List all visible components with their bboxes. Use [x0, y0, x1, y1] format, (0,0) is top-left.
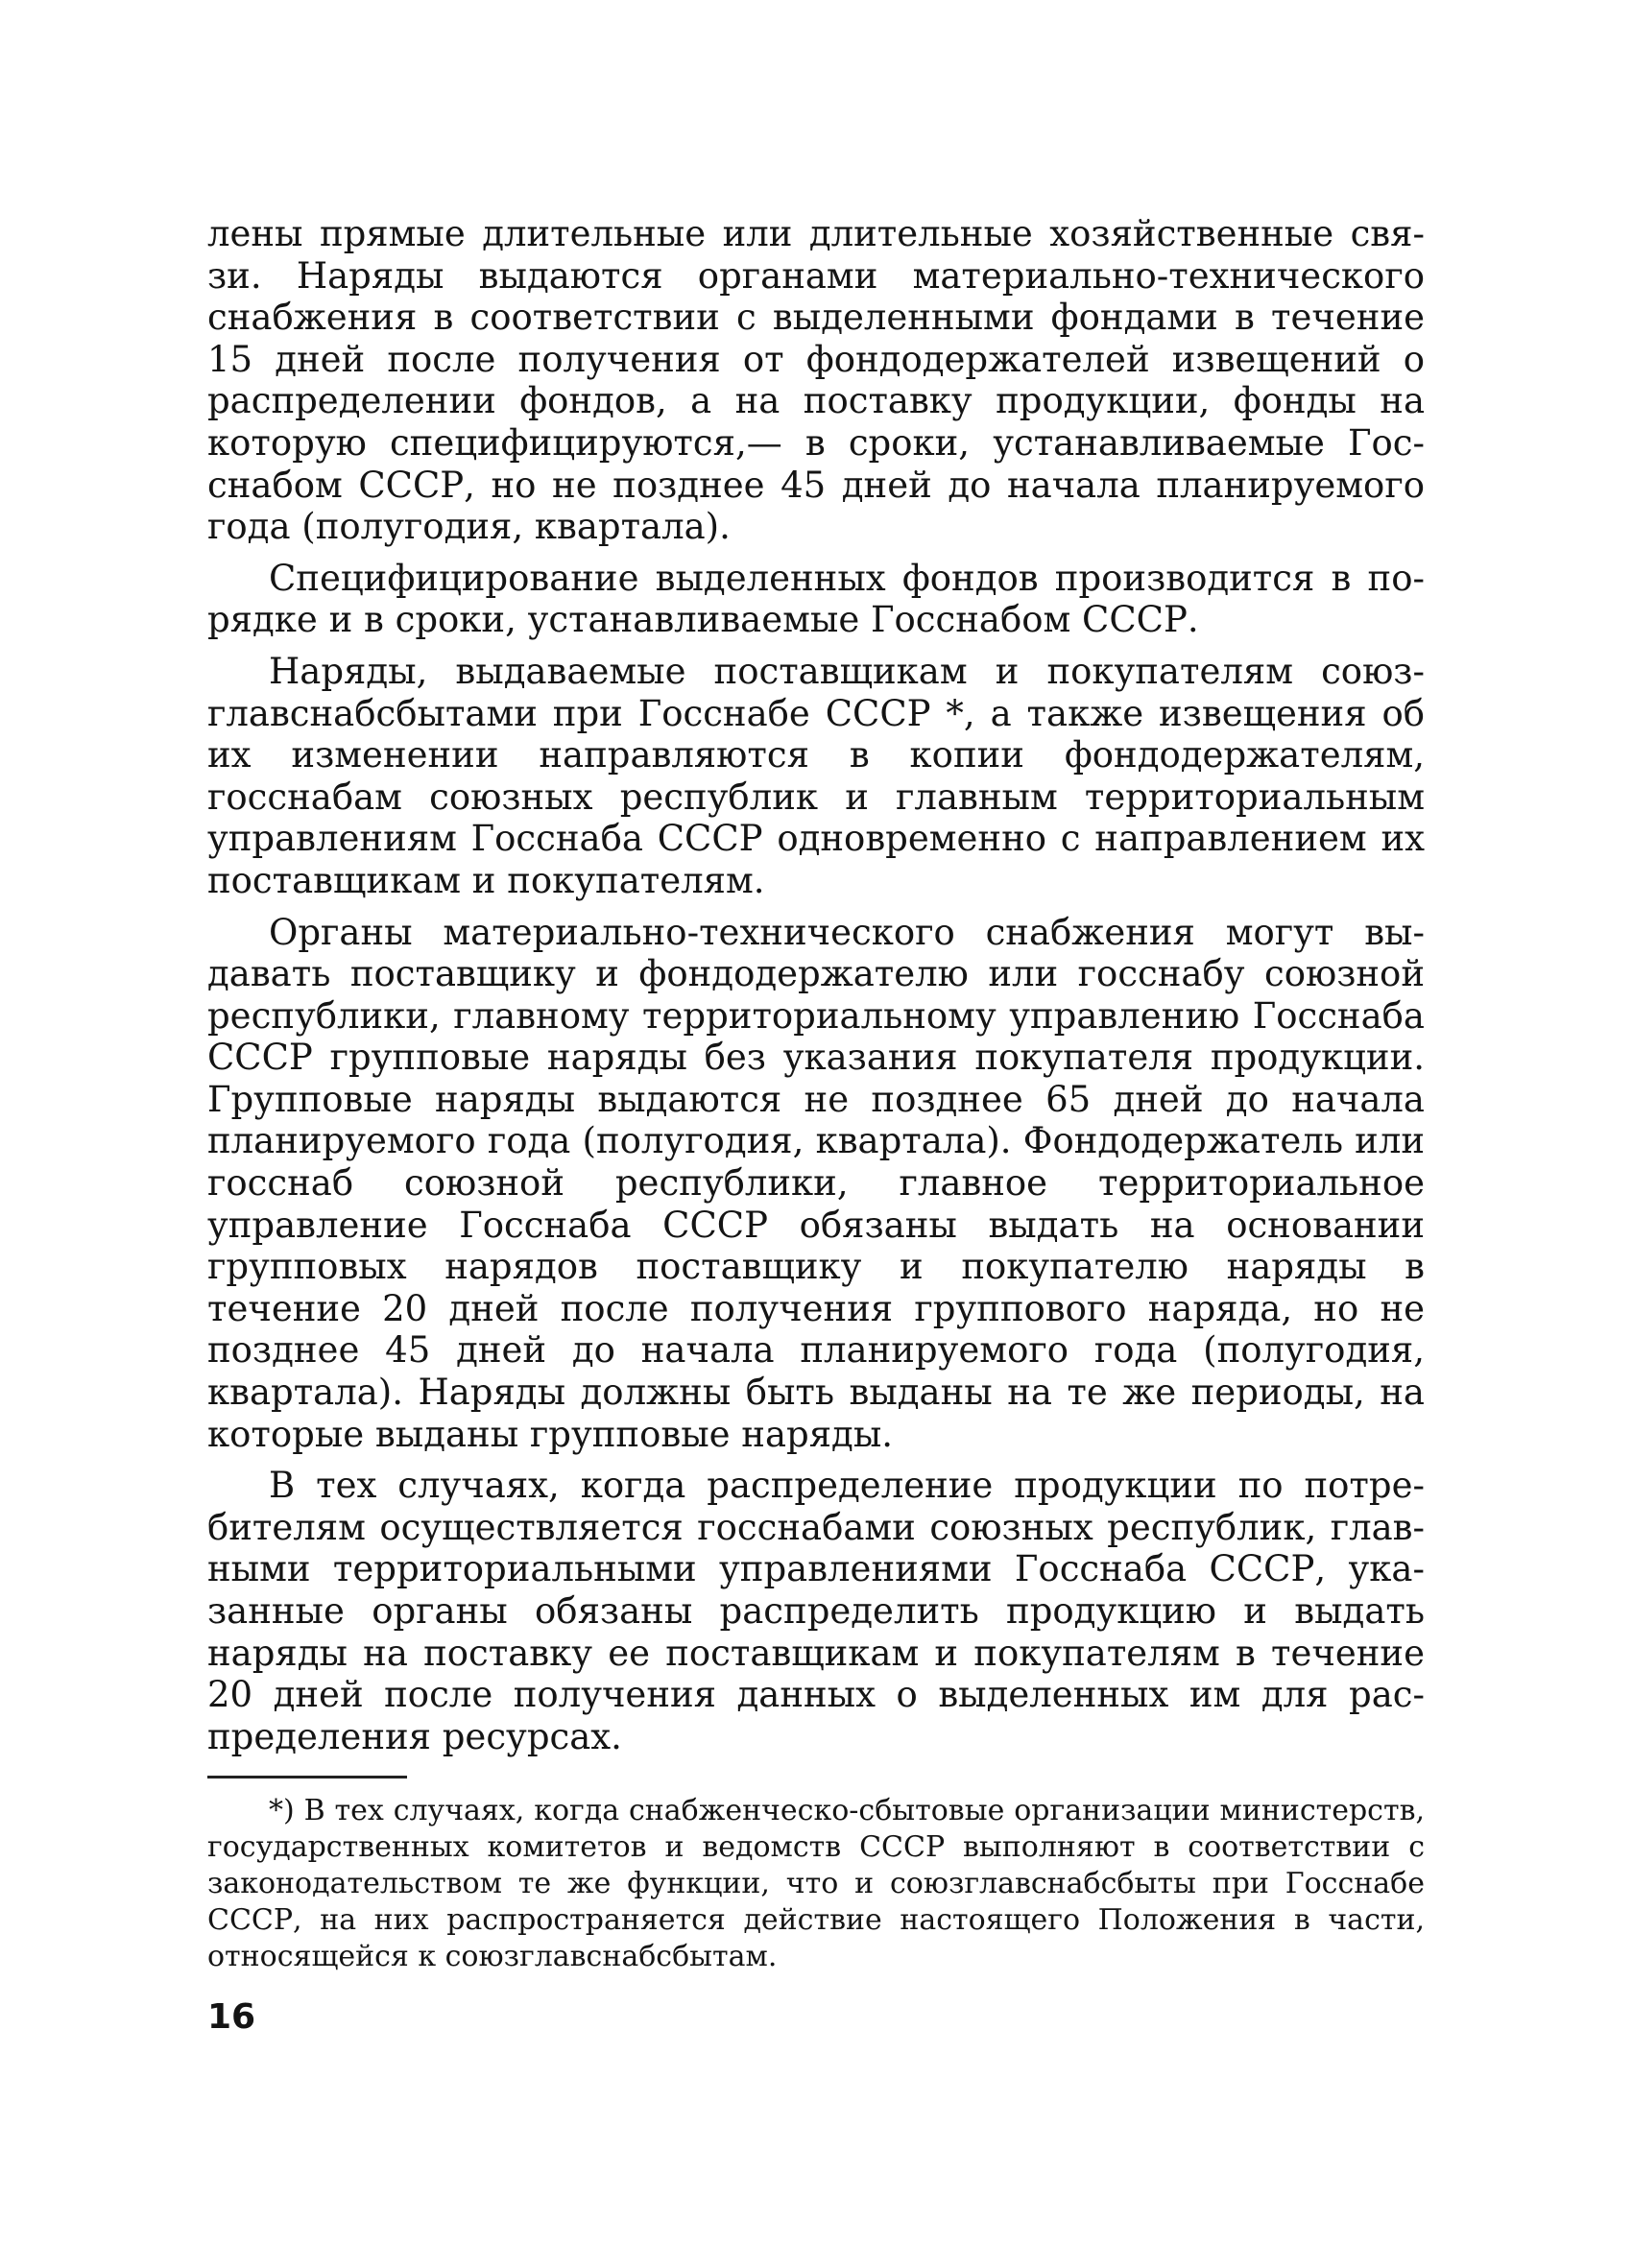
- paragraph-continuation: лены прямые длительные или длительные хозяйственные связи. Наряды выдаются органами материально-технического снабжения в соответствии с выделенными фондами в течение 15 дней после получения от фондодержателей извещений о распределении фондов, а на поставку продукции, фонды на которую специфицируются,— в сроки, устанавливаемые Госснабом СССР, но не позднее 45 дней до начала планируемого года (полугодия, квартала).: [207, 213, 1425, 548]
- paragraph-group-orders: Органы материально-технического снабжения могут выдавать поставщику и фондодержателю или госснабу союзной республики, главному территориальному управлению Госснаба СССР групповые наряды без указания покупателя продукции. Групповые наряды выдаются не позднее 65 дней до начала планируемого года (полугодия, квартала). Фондодержатель или госснаб союзной республики, главное территориальное управление Госснаба СССР обязаны выдать на основании групповых нарядов поставщику и покупателю наряды в течение 20 дней после получения группового наряда, но не позднее 45 дней до начала планируемого года (полугодия, квартала). Наряды должны быть выданы на те же периоды, на которые выданы групповые наряды.: [207, 911, 1425, 1455]
- footnote: *) В тех случаях, когда снабженческо-сбытовые организации министерств, государственных комитетов и ведомств СССР выполняют в соответствии с законодательством те же функции, что и союзглавснабсбыты при Госснабе СССР, на них распространяется действие настоящего Положения в части, относящейся к союзглавснабсбытам.: [207, 1794, 1425, 1973]
- paragraph-specification: Специфицирование выделенных фондов производится в порядке и в сроки, устанавливаемые Госснабом СССР.: [207, 557, 1425, 641]
- paragraph-orders-copies: Наряды, выдаваемые поставщикам и покупателям союзглавснабсбытами при Госснабе СССР *, а также извещения об их изменении направляются в копии фондодержателям, госснабам союзных республик и главным территориальным управлениям Госснаба СССР одновременно с направлением их поставщикам и покупателям.: [207, 650, 1425, 901]
- body-text: [207, 213, 1425, 1767]
- page-number: 16: [207, 1997, 256, 2037]
- footnote-divider: [207, 1776, 407, 1779]
- paragraph-distribution: В тех случаях, когда распределение продукции по потребителям осуществляется госснабами союзных республик, главными территориальными управлениями Госснаба СССР, указанные органы обязаны распределить продукцию и выдать наряды на поставку ее поставщикам и покупателям в течение 20 дней после получения данных о выделенных им для распределения ресурсах.: [207, 1465, 1425, 1757]
